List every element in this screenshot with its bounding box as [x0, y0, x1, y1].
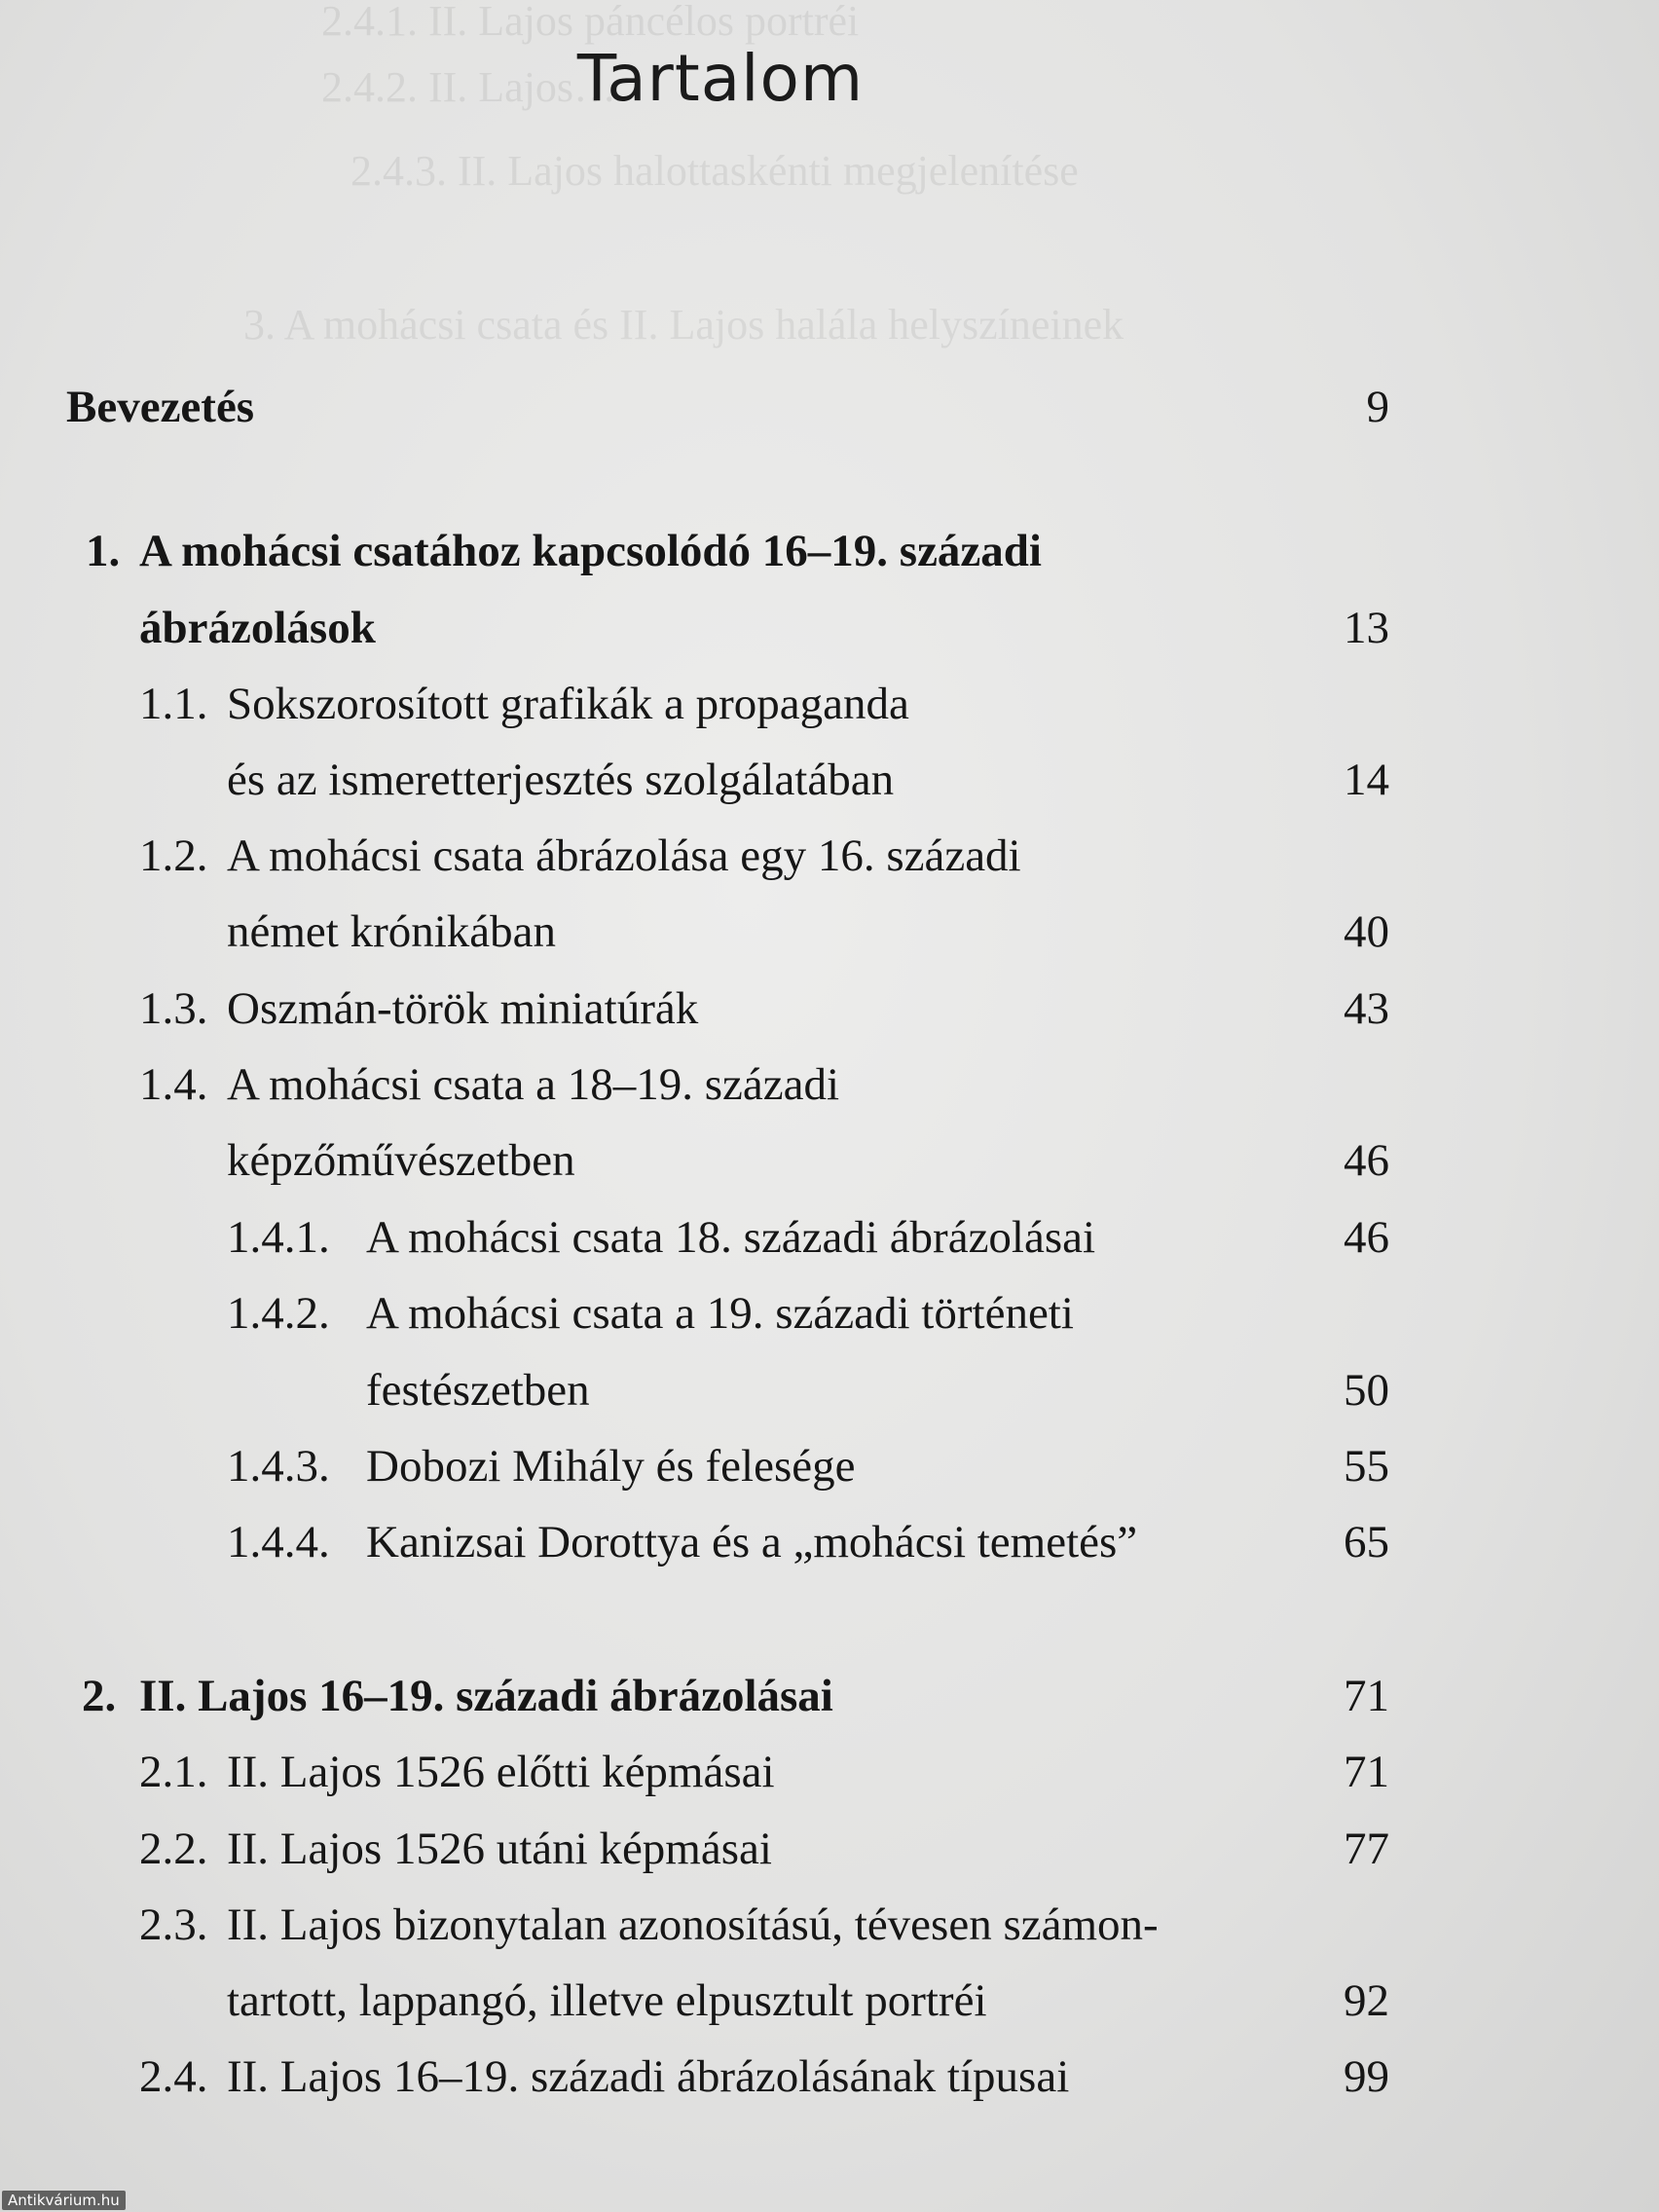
toc-entry-text: II. Lajos 1526 utáni képmásai	[227, 1824, 772, 1874]
toc-page-number: 40	[1344, 906, 1389, 957]
toc-entry-number: 1.4.4.	[227, 1517, 330, 1567]
toc-entry-text-continued: német krónikában	[227, 906, 557, 957]
toc-page-number: 43	[1344, 983, 1389, 1034]
toc-entry-text: A mohácsi csatához kapcsolódó 16–19. századi	[139, 526, 1042, 576]
toc-entry-text: Sokszorosított grafikák a propaganda	[227, 679, 909, 729]
toc-page-number: 9	[1366, 382, 1389, 432]
toc-entry-text: A mohácsi csata ábrázolása egy 16. századi	[227, 830, 1021, 881]
toc-entry-number: 2.3.	[139, 1899, 208, 1950]
toc-entry-number: 1.	[86, 526, 121, 576]
toc-page-number: 46	[1344, 1212, 1389, 1263]
toc-entry-text: II. Lajos 16–19. századi ábrázolásának típusai	[227, 2051, 1070, 2102]
toc-entry-text: Bevezetés	[66, 382, 255, 432]
toc-entry-text: II. Lajos 1526 előtti képmásai	[227, 1747, 775, 1797]
toc-entry-text: Oszmán-török miniatúrák	[227, 983, 699, 1034]
toc-entry-text: II. Lajos 16–19. századi ábrázolásai	[139, 1671, 833, 1721]
toc-entry-text-continued: tartott, lappangó, illetve elpusztult portréi	[227, 1975, 987, 2026]
toc-page-number: 50	[1344, 1365, 1389, 1416]
toc-page-number: 65	[1344, 1517, 1389, 1567]
toc-entry-number: 1.4.1.	[227, 1212, 330, 1263]
toc-entry-number: 2.1.	[139, 1747, 208, 1797]
toc-page-number: 77	[1344, 1824, 1389, 1874]
toc-entry-text-continued: festészetben	[366, 1365, 590, 1416]
toc-entry-text: II. Lajos bizonytalan azonosítású, tévesen számon-	[227, 1899, 1159, 1950]
toc-page-number: 71	[1344, 1671, 1389, 1721]
toc-entry-text: A mohácsi csata a 19. századi történeti	[366, 1288, 1074, 1339]
toc-entry-number: 1.1.	[139, 679, 208, 729]
toc-page-number: 46	[1344, 1135, 1389, 1186]
toc-entry-number: 1.3.	[139, 983, 208, 1034]
toc-entry-number: 2.	[82, 1671, 117, 1721]
toc-entry-text: A mohácsi csata a 18–19. századi	[227, 1059, 840, 1110]
toc-entry-text-continued: és az ismeretterjesztés szolgálatában	[227, 755, 895, 805]
toc-page-number: 55	[1344, 1441, 1389, 1492]
toc-page-number: 92	[1344, 1975, 1389, 2026]
toc-page-number: 13	[1344, 603, 1389, 653]
toc-entry-text: Dobozi Mihály és felesége	[366, 1441, 856, 1492]
toc-entry-number: 1.2.	[139, 830, 208, 881]
toc-page-number: 99	[1344, 2051, 1389, 2102]
toc-page-number: 14	[1344, 755, 1389, 805]
toc-entry-number: 2.2.	[139, 1824, 208, 1874]
toc-entry-text: A mohácsi csata 18. századi ábrázolásai	[366, 1212, 1096, 1263]
toc-entry-number: 1.4.2.	[227, 1288, 330, 1339]
toc-entry-number: 1.4.	[139, 1059, 208, 1110]
toc-entry-text-continued: ábrázolások	[139, 603, 376, 653]
toc-entry-number: 1.4.3.	[227, 1441, 330, 1492]
watermark: Antikvárium.hu	[2, 2191, 126, 2210]
toc-entry-number: 2.4.	[139, 2051, 208, 2102]
toc-entry-text-continued: képzőművészetben	[227, 1135, 575, 1186]
toc-page-number: 71	[1344, 1747, 1389, 1797]
toc-entry-text: Kanizsai Dorottya és a „mohácsi temetés”	[366, 1517, 1138, 1567]
page-title: Tartalom	[576, 41, 865, 116]
